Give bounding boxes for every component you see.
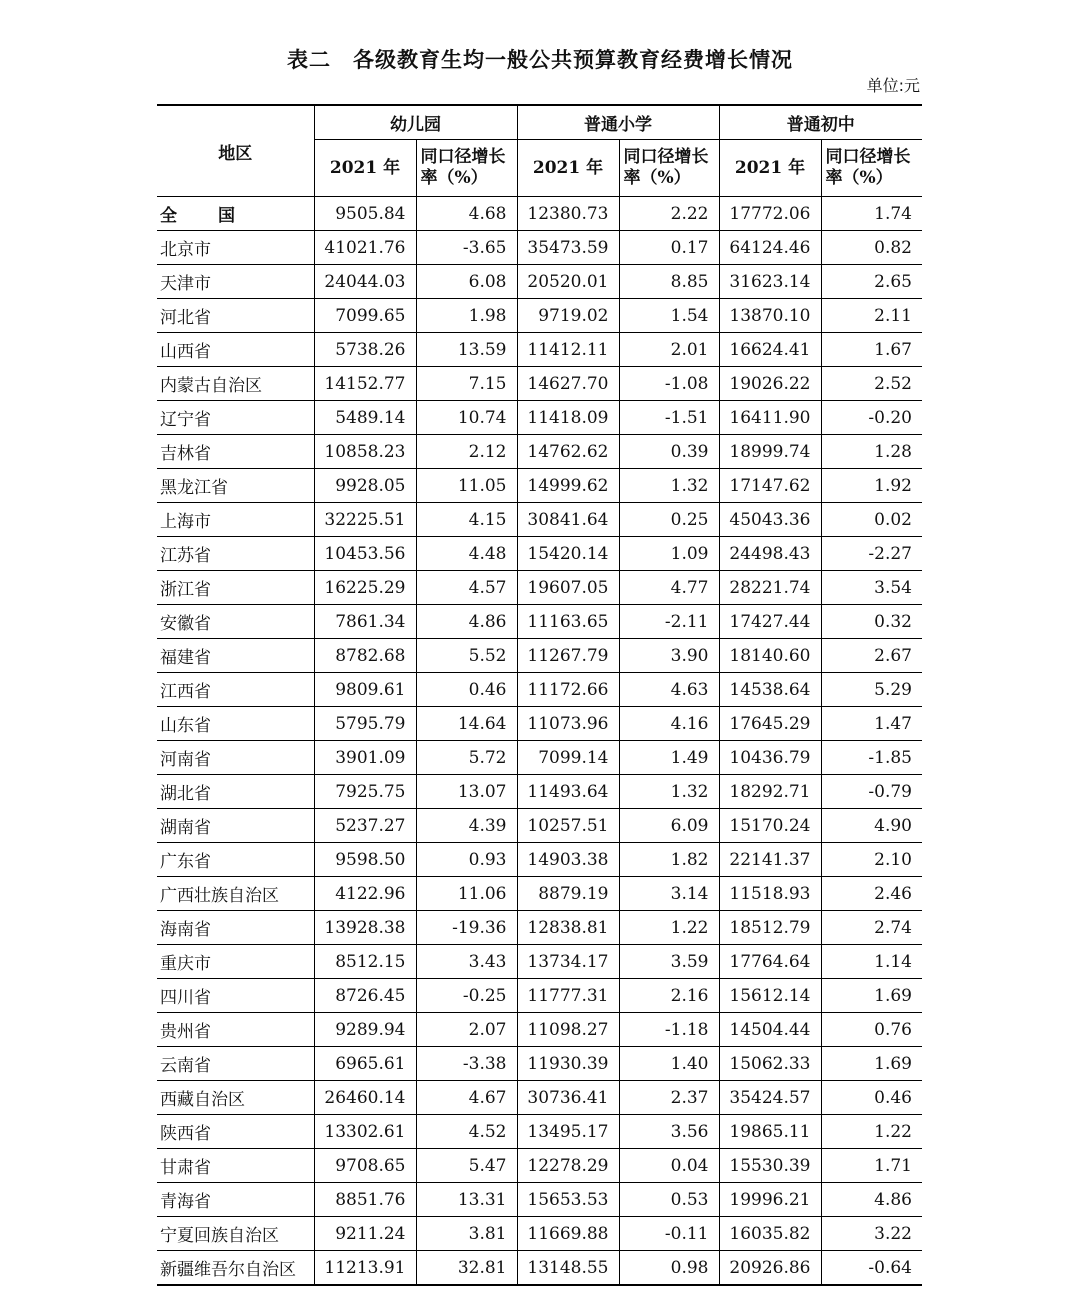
kindergarten-growth: 14.64	[416, 707, 517, 741]
primary-2021: 11493.64	[517, 775, 619, 809]
primary-growth: -1.51	[619, 401, 719, 435]
junior-growth: 2.46	[821, 877, 922, 911]
primary-growth: 3.90	[619, 639, 719, 673]
region-name: 北京市	[157, 231, 314, 265]
junior-growth: 0.82	[821, 231, 922, 265]
table-row	[157, 775, 922, 809]
kindergarten-2021: 5795.79	[314, 707, 416, 741]
kindergarten-2021: 10453.56	[314, 537, 416, 571]
region-name: 全 国	[157, 197, 314, 231]
kindergarten-growth: -3.65	[416, 231, 517, 265]
primary-2021: 13734.17	[517, 945, 619, 979]
junior-growth: 1.47	[821, 707, 922, 741]
kindergarten-growth: 4.15	[416, 503, 517, 537]
junior-growth: 1.71	[821, 1149, 922, 1183]
kindergarten-2021: 5489.14	[314, 401, 416, 435]
kindergarten-2021: 3901.09	[314, 741, 416, 775]
junior-2021: 15530.39	[719, 1149, 821, 1183]
kindergarten-growth: -3.38	[416, 1047, 517, 1081]
header-group-primary: 普通小学	[517, 105, 719, 140]
header-growth: 同口径增长率（%）	[619, 140, 719, 197]
table-row	[157, 503, 922, 537]
kindergarten-2021: 9928.05	[314, 469, 416, 503]
primary-growth: 4.16	[619, 707, 719, 741]
table-row	[157, 673, 922, 707]
table-row	[157, 1047, 922, 1081]
kindergarten-growth: -19.36	[416, 911, 517, 945]
primary-growth: 1.49	[619, 741, 719, 775]
table-row	[157, 911, 922, 945]
junior-growth: 2.74	[821, 911, 922, 945]
table-row	[157, 809, 922, 843]
kindergarten-growth: 13.59	[416, 333, 517, 367]
primary-2021: 12380.73	[517, 197, 619, 231]
primary-2021: 14999.62	[517, 469, 619, 503]
table-row	[157, 843, 922, 877]
primary-2021: 19607.05	[517, 571, 619, 605]
region-name: 青海省	[157, 1183, 314, 1217]
kindergarten-growth: 4.86	[416, 605, 517, 639]
primary-growth: 3.59	[619, 945, 719, 979]
junior-growth: 2.65	[821, 265, 922, 299]
table-row	[157, 1013, 922, 1047]
junior-growth: 1.67	[821, 333, 922, 367]
kindergarten-growth: 4.52	[416, 1115, 517, 1149]
region-name: 河南省	[157, 741, 314, 775]
junior-growth: 2.52	[821, 367, 922, 401]
primary-2021: 10257.51	[517, 809, 619, 843]
primary-growth: 6.09	[619, 809, 719, 843]
kindergarten-growth: 10.74	[416, 401, 517, 435]
primary-2021: 8879.19	[517, 877, 619, 911]
junior-2021: 64124.46	[719, 231, 821, 265]
junior-2021: 20926.86	[719, 1251, 821, 1286]
junior-growth: 2.67	[821, 639, 922, 673]
kindergarten-2021: 11213.91	[314, 1251, 416, 1286]
table-row	[157, 1081, 922, 1115]
junior-growth: 1.74	[821, 197, 922, 231]
header-group-kindergarten: 幼儿园	[314, 105, 517, 140]
junior-growth: 0.32	[821, 605, 922, 639]
kindergarten-growth: 13.31	[416, 1183, 517, 1217]
primary-2021: 11777.31	[517, 979, 619, 1013]
kindergarten-2021: 9289.94	[314, 1013, 416, 1047]
kindergarten-2021: 7099.65	[314, 299, 416, 333]
kindergarten-2021: 9598.50	[314, 843, 416, 877]
kindergarten-growth: 11.06	[416, 877, 517, 911]
kindergarten-2021: 7925.75	[314, 775, 416, 809]
kindergarten-2021: 8726.45	[314, 979, 416, 1013]
primary-growth: -2.11	[619, 605, 719, 639]
primary-2021: 12278.29	[517, 1149, 619, 1183]
region-name: 西藏自治区	[157, 1081, 314, 1115]
primary-growth: 0.98	[619, 1251, 719, 1286]
primary-growth: 0.53	[619, 1183, 719, 1217]
region-name: 天津市	[157, 265, 314, 299]
junior-growth: 1.14	[821, 945, 922, 979]
table-row	[157, 877, 922, 911]
junior-2021: 31623.14	[719, 265, 821, 299]
kindergarten-growth: 11.05	[416, 469, 517, 503]
primary-2021: 11412.11	[517, 333, 619, 367]
table-row	[157, 469, 922, 503]
primary-growth: 0.04	[619, 1149, 719, 1183]
expenditure-table	[157, 104, 922, 1286]
kindergarten-2021: 32225.51	[314, 503, 416, 537]
table-row	[157, 265, 922, 299]
kindergarten-growth: 4.48	[416, 537, 517, 571]
junior-2021: 17764.64	[719, 945, 821, 979]
region-name: 吉林省	[157, 435, 314, 469]
junior-growth: -1.85	[821, 741, 922, 775]
primary-2021: 35473.59	[517, 231, 619, 265]
junior-2021: 14538.64	[719, 673, 821, 707]
junior-2021: 22141.37	[719, 843, 821, 877]
junior-growth: 5.29	[821, 673, 922, 707]
junior-2021: 28221.74	[719, 571, 821, 605]
kindergarten-growth: 0.46	[416, 673, 517, 707]
junior-growth: 1.69	[821, 979, 922, 1013]
junior-2021: 19865.11	[719, 1115, 821, 1149]
junior-2021: 10436.79	[719, 741, 821, 775]
header-year: 2021 年	[719, 140, 821, 197]
primary-2021: 14762.62	[517, 435, 619, 469]
table-row	[157, 571, 922, 605]
region-name: 辽宁省	[157, 401, 314, 435]
table-row	[157, 401, 922, 435]
junior-2021: 18999.74	[719, 435, 821, 469]
region-name: 新疆维吾尔自治区	[157, 1251, 314, 1286]
kindergarten-growth: 4.67	[416, 1081, 517, 1115]
primary-growth: 1.40	[619, 1047, 719, 1081]
table-row	[157, 1251, 922, 1286]
region-name: 湖北省	[157, 775, 314, 809]
primary-2021: 7099.14	[517, 741, 619, 775]
primary-growth: 4.77	[619, 571, 719, 605]
junior-growth: 1.92	[821, 469, 922, 503]
region-name: 广西壮族自治区	[157, 877, 314, 911]
region-name: 内蒙古自治区	[157, 367, 314, 401]
kindergarten-growth: 1.98	[416, 299, 517, 333]
primary-2021: 11172.66	[517, 673, 619, 707]
header-growth: 同口径增长率（%）	[416, 140, 517, 197]
kindergarten-2021: 9708.65	[314, 1149, 416, 1183]
primary-growth: 0.25	[619, 503, 719, 537]
kindergarten-2021: 13928.38	[314, 911, 416, 945]
kindergarten-2021: 4122.96	[314, 877, 416, 911]
kindergarten-growth: 3.81	[416, 1217, 517, 1251]
kindergarten-2021: 9211.24	[314, 1217, 416, 1251]
junior-2021: 14504.44	[719, 1013, 821, 1047]
region-name: 安徽省	[157, 605, 314, 639]
kindergarten-2021: 41021.76	[314, 231, 416, 265]
kindergarten-2021: 8512.15	[314, 945, 416, 979]
kindergarten-2021: 14152.77	[314, 367, 416, 401]
region-name: 海南省	[157, 911, 314, 945]
primary-2021: 12838.81	[517, 911, 619, 945]
kindergarten-2021: 8782.68	[314, 639, 416, 673]
primary-growth: -1.08	[619, 367, 719, 401]
primary-2021: 20520.01	[517, 265, 619, 299]
kindergarten-growth: 5.52	[416, 639, 517, 673]
kindergarten-2021: 6965.61	[314, 1047, 416, 1081]
junior-2021: 15612.14	[719, 979, 821, 1013]
kindergarten-2021: 9809.61	[314, 673, 416, 707]
region-name: 重庆市	[157, 945, 314, 979]
region-name: 江西省	[157, 673, 314, 707]
table-row	[157, 367, 922, 401]
table-row	[157, 537, 922, 571]
kindergarten-growth: 2.12	[416, 435, 517, 469]
kindergarten-growth: 4.39	[416, 809, 517, 843]
table-row	[157, 1115, 922, 1149]
junior-2021: 45043.36	[719, 503, 821, 537]
junior-2021: 11518.93	[719, 877, 821, 911]
region-name: 广东省	[157, 843, 314, 877]
junior-2021: 16411.90	[719, 401, 821, 435]
junior-2021: 18512.79	[719, 911, 821, 945]
primary-growth: 0.39	[619, 435, 719, 469]
kindergarten-growth: 4.68	[416, 197, 517, 231]
table-row	[157, 231, 922, 265]
primary-2021: 11073.96	[517, 707, 619, 741]
kindergarten-growth: 32.81	[416, 1251, 517, 1286]
primary-growth: -0.11	[619, 1217, 719, 1251]
primary-growth: 1.22	[619, 911, 719, 945]
kindergarten-growth: 4.57	[416, 571, 517, 605]
page-title: 表二 各级教育生均一般公共预算教育经费增长情况	[287, 48, 793, 72]
primary-2021: 11930.39	[517, 1047, 619, 1081]
primary-growth: -1.18	[619, 1013, 719, 1047]
kindergarten-2021: 5237.27	[314, 809, 416, 843]
region-name: 山东省	[157, 707, 314, 741]
table-row	[157, 333, 922, 367]
primary-2021: 30841.64	[517, 503, 619, 537]
junior-growth: 0.46	[821, 1081, 922, 1115]
table-row	[157, 605, 922, 639]
primary-2021: 15653.53	[517, 1183, 619, 1217]
region-name: 贵州省	[157, 1013, 314, 1047]
kindergarten-growth: 7.15	[416, 367, 517, 401]
kindergarten-2021: 5738.26	[314, 333, 416, 367]
header-group-junior: 普通初中	[719, 105, 922, 140]
table-row	[157, 707, 922, 741]
primary-growth: 3.14	[619, 877, 719, 911]
primary-growth: 1.54	[619, 299, 719, 333]
junior-growth: 3.22	[821, 1217, 922, 1251]
kindergarten-2021: 26460.14	[314, 1081, 416, 1115]
region-name: 黑龙江省	[157, 469, 314, 503]
primary-growth: 4.63	[619, 673, 719, 707]
kindergarten-growth: 13.07	[416, 775, 517, 809]
junior-2021: 17772.06	[719, 197, 821, 231]
junior-growth: -2.27	[821, 537, 922, 571]
region-name: 江苏省	[157, 537, 314, 571]
junior-growth: 3.54	[821, 571, 922, 605]
region-name: 河北省	[157, 299, 314, 333]
table-row	[157, 1217, 922, 1251]
primary-growth: 1.32	[619, 469, 719, 503]
kindergarten-growth: 6.08	[416, 265, 517, 299]
primary-2021: 13148.55	[517, 1251, 619, 1286]
kindergarten-growth: 3.43	[416, 945, 517, 979]
kindergarten-2021: 16225.29	[314, 571, 416, 605]
junior-2021: 13870.10	[719, 299, 821, 333]
junior-growth: 4.90	[821, 809, 922, 843]
primary-growth: 8.85	[619, 265, 719, 299]
header-region: 地区	[157, 105, 314, 197]
primary-growth: 0.17	[619, 231, 719, 265]
primary-2021: 11163.65	[517, 605, 619, 639]
kindergarten-2021: 9505.84	[314, 197, 416, 231]
primary-growth: 1.32	[619, 775, 719, 809]
kindergarten-growth: 5.47	[416, 1149, 517, 1183]
primary-growth: 1.09	[619, 537, 719, 571]
junior-2021: 35424.57	[719, 1081, 821, 1115]
junior-growth: 0.02	[821, 503, 922, 537]
table-row	[157, 741, 922, 775]
junior-growth: -0.79	[821, 775, 922, 809]
unit-label: 单位:元	[866, 76, 920, 95]
junior-2021: 17147.62	[719, 469, 821, 503]
kindergarten-growth: -0.25	[416, 979, 517, 1013]
primary-2021: 15420.14	[517, 537, 619, 571]
junior-growth: 2.11	[821, 299, 922, 333]
kindergarten-growth: 5.72	[416, 741, 517, 775]
region-name: 四川省	[157, 979, 314, 1013]
junior-2021: 18292.71	[719, 775, 821, 809]
junior-2021: 15062.33	[719, 1047, 821, 1081]
region-name: 湖南省	[157, 809, 314, 843]
region-name: 上海市	[157, 503, 314, 537]
kindergarten-2021: 8851.76	[314, 1183, 416, 1217]
junior-growth: 1.22	[821, 1115, 922, 1149]
junior-2021: 19026.22	[719, 367, 821, 401]
region-name: 陕西省	[157, 1115, 314, 1149]
kindergarten-2021: 7861.34	[314, 605, 416, 639]
junior-2021: 17645.29	[719, 707, 821, 741]
region-name: 山西省	[157, 333, 314, 367]
junior-growth: 0.76	[821, 1013, 922, 1047]
table-row	[157, 197, 922, 231]
header-growth: 同口径增长率（%）	[821, 140, 922, 197]
junior-growth: -0.20	[821, 401, 922, 435]
primary-2021: 13495.17	[517, 1115, 619, 1149]
primary-2021: 11267.79	[517, 639, 619, 673]
table-row	[157, 945, 922, 979]
kindergarten-growth: 0.93	[416, 843, 517, 877]
primary-2021: 11418.09	[517, 401, 619, 435]
junior-2021: 16624.41	[719, 333, 821, 367]
header-year: 2021 年	[517, 140, 619, 197]
region-name: 浙江省	[157, 571, 314, 605]
junior-growth: 4.86	[821, 1183, 922, 1217]
table-row	[157, 299, 922, 333]
table-row	[157, 1149, 922, 1183]
primary-growth: 2.01	[619, 333, 719, 367]
table-row	[157, 1183, 922, 1217]
junior-2021: 24498.43	[719, 537, 821, 571]
primary-growth: 2.22	[619, 197, 719, 231]
table-row	[157, 979, 922, 1013]
junior-2021: 16035.82	[719, 1217, 821, 1251]
primary-growth: 3.56	[619, 1115, 719, 1149]
junior-growth: -0.64	[821, 1251, 922, 1286]
junior-growth: 1.28	[821, 435, 922, 469]
junior-2021: 18140.60	[719, 639, 821, 673]
kindergarten-2021: 10858.23	[314, 435, 416, 469]
primary-growth: 1.82	[619, 843, 719, 877]
header-year: 2021 年	[314, 140, 416, 197]
junior-growth: 1.69	[821, 1047, 922, 1081]
primary-2021: 14627.70	[517, 367, 619, 401]
junior-2021: 19996.21	[719, 1183, 821, 1217]
kindergarten-2021: 13302.61	[314, 1115, 416, 1149]
table-row	[157, 639, 922, 673]
primary-2021: 9719.02	[517, 299, 619, 333]
region-name: 福建省	[157, 639, 314, 673]
primary-2021: 11669.88	[517, 1217, 619, 1251]
junior-2021: 15170.24	[719, 809, 821, 843]
primary-2021: 11098.27	[517, 1013, 619, 1047]
primary-2021: 30736.41	[517, 1081, 619, 1115]
junior-2021: 17427.44	[719, 605, 821, 639]
junior-growth: 2.10	[821, 843, 922, 877]
kindergarten-growth: 2.07	[416, 1013, 517, 1047]
primary-growth: 2.37	[619, 1081, 719, 1115]
primary-2021: 14903.38	[517, 843, 619, 877]
table-row	[157, 435, 922, 469]
region-name: 云南省	[157, 1047, 314, 1081]
primary-growth: 2.16	[619, 979, 719, 1013]
kindergarten-2021: 24044.03	[314, 265, 416, 299]
region-name: 宁夏回族自治区	[157, 1217, 314, 1251]
region-name: 甘肃省	[157, 1149, 314, 1183]
